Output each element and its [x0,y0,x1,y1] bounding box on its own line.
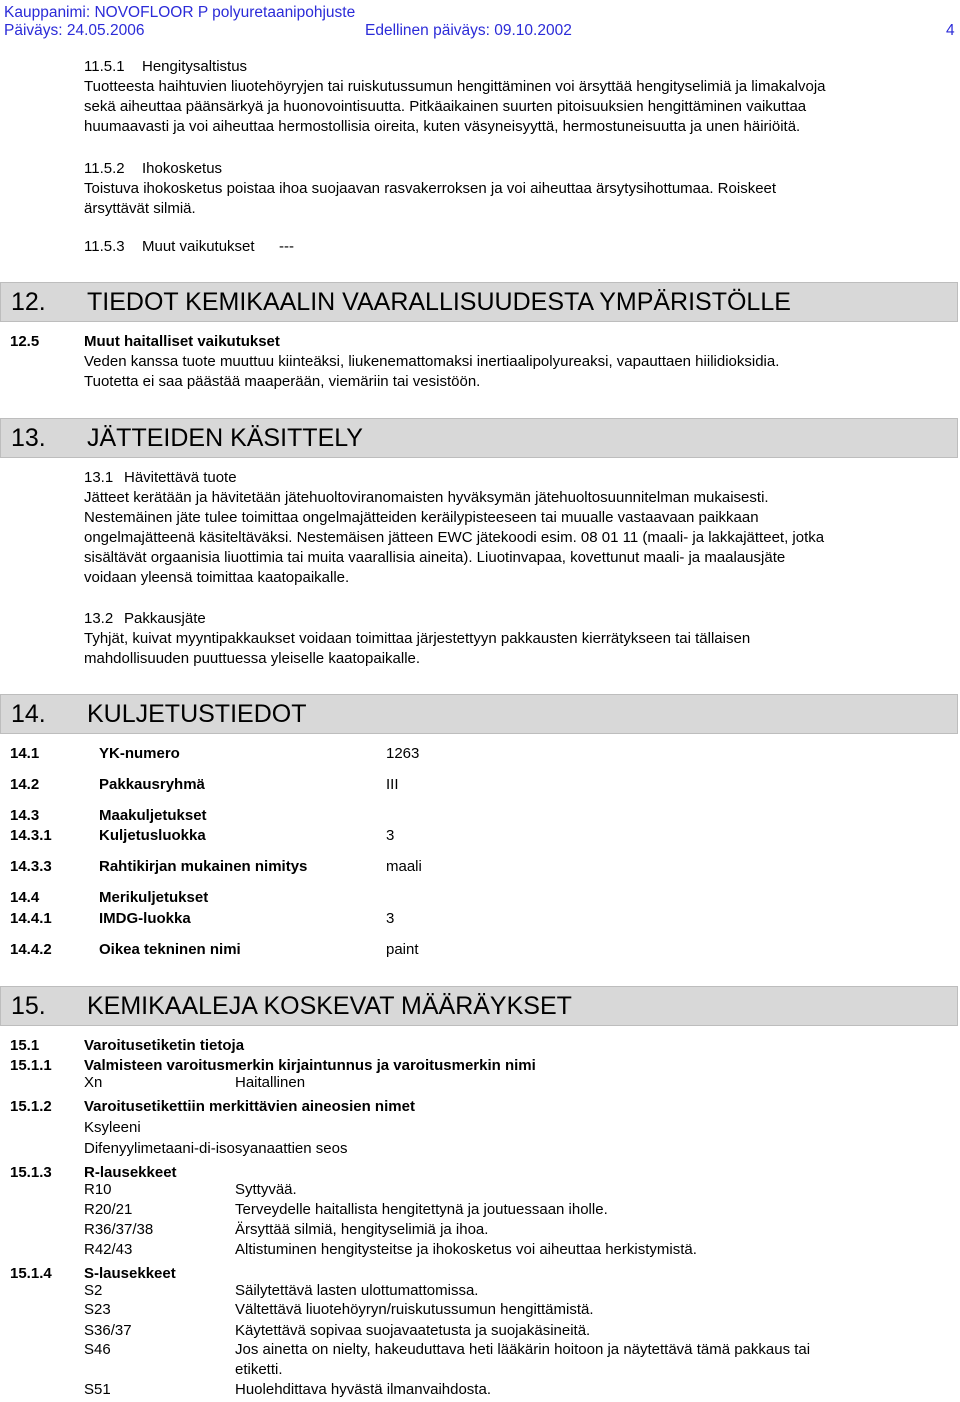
section-11-5-1-number: 11.5.1 [84,58,125,75]
hazard-symbol-name: Haitallinen [235,1074,306,1091]
text-line: mahdollisuuden puuttuessa yleiselle kaatopaikalle. [84,650,421,667]
s-phrase-code: S51 [84,1381,111,1398]
r-phrase-code: R20/21 [84,1201,133,1218]
text-line: Tyhjät, kuivat myyntipakkaukset voidaan toimittaa järjestettyyn pakkausten kierrätykseen tai tällaisen [84,630,751,647]
section-11-5-3-title: Muut vaikutukset [142,238,255,255]
text-line: Tuotetta ei saa päästää maaperään, viemäriin tai vesistöön. [84,373,481,390]
transport-row-label: Merikuljetukset [99,889,209,906]
text-line: Tuotteesta haihtuvien liuotehöyryjen tai ruiskutussumun hengittäminen voi ärsyttää hengityselimiä ja limakalvoja [84,78,826,95]
section-13-heading [0,418,958,458]
transport-row-number: 14.2 [10,776,40,793]
section-15-1-3-number: 15.1.3 [10,1164,52,1181]
section-title: KULJETUSTIEDOT [87,700,307,728]
section-15-1-3-title: R-lausekkeet [84,1164,177,1181]
section-title: KEMIKAALEJA KOSKEVAT MÄÄRÄYKSET [87,992,572,1020]
transport-row-label: YK-numero [99,745,180,762]
section-13-2-title: Pakkausjäte [124,610,206,627]
section-15-1-number: 15.1 [10,1037,40,1054]
section-13-1-title: Hävitettävä tuote [124,469,237,486]
transport-row-label: Rahtikirjan mukainen nimitys [99,858,308,875]
transport-row-number: 14.4.1 [10,910,52,927]
page-number: 4 [946,22,955,39]
transport-row-number: 14.1 [10,745,40,762]
transport-row-value: 3 [386,910,395,927]
transport-row-label: Maakuljetukset [99,807,207,824]
transport-row-label: IMDG-luokka [99,910,191,927]
section-12-5-text [84,352,779,392]
text-line: ärsyttävät silmiä. [84,200,196,217]
section-15-1-4-title: S-lausekkeet [84,1265,176,1282]
transport-row-number: 14.3.3 [10,858,52,875]
component-name: Ksyleeni [84,1119,141,1136]
section-15-1-1-number: 15.1.1 [10,1057,52,1074]
section-12-5-title: Muut haitalliset vaikutukset [84,333,280,350]
section-12-5-number: 12.5 [10,333,40,350]
section-number: 15. [11,992,46,1020]
r-phrase-code: R36/37/38 [84,1221,154,1238]
section-title: JÄTTEIDEN KÄSITTELY [87,424,363,452]
text-line: huumaavasti ja voi aiheuttaa hermostollisia oireita, kuten väsyneisyyttä, hermostuneisuutta ja unen häiriöitä. [84,118,801,135]
s-phrase-text: Säilytettävä lasten ulottumattomissa. [235,1282,479,1299]
section-11-5-2-number: 11.5.2 [84,160,125,177]
s-phrase-text: Käytettävä sopivaa suojavaatetusta ja suojakäsineitä. [235,1322,591,1339]
text-line: Veden kanssa tuote muuttuu kiinteäksi, liukenemattomaksi inertiaalipolyureaksi, vapauttaen hiilidioksidia. [84,353,780,370]
hazard-symbol-code: Xn [84,1074,103,1091]
section-title: TIEDOT KEMIKAALIN VAARALLISUUDESTA YMPÄRISTÖLLE [87,288,791,316]
transport-row-number: 14.4.2 [10,941,52,958]
s-phrase-code: S46 [84,1341,111,1358]
transport-row-label: Pakkausryhmä [99,776,205,793]
s-phrase-code: S23 [84,1301,111,1318]
transport-row-label: Oikea tekninen nimi [99,941,241,958]
r-phrase-text: Syttyvää. [235,1181,297,1198]
section-15-1-1-title: Valmisteen varoitusmerkin kirjaintunnus ja varoitusmerkin nimi [84,1057,536,1074]
r-phrase-text: Altistuminen hengitysteitse ja ihokosketus voi aiheuttaa herkistymistä. [235,1241,697,1258]
s-phrase-code: S2 [84,1282,103,1299]
s-phrase-text: Vältettävä liuotehöyryn/ruiskutussumun hengittämistä. [235,1301,594,1318]
s-phrase-text-continued: etiketti. [235,1361,283,1378]
revision-date: Päiväys: 24.05.2006 [4,22,145,39]
s-phrase-text: Jos ainetta on nielty, hakeuduttava heti lääkärin hoitoon ja näytettävä tämä pakkaus tai [235,1341,811,1358]
section-11-5-2-title: Ihokosketus [142,160,223,177]
section-13-1-text [84,488,824,588]
section-15-1-2-number: 15.1.2 [10,1098,52,1115]
text-line: Jätteet kerätään ja hävitetään jätehuoltoviranomaisten hyväksymän jätehuoltosuunnitelman mukaisesti. [84,489,769,506]
r-phrase-text: Ärsyttää silmiä, hengityselimiä ja ihoa. [235,1221,489,1238]
transport-row-value: 1263 [386,745,420,762]
transport-row-number: 14.3 [10,807,40,824]
transport-row-number: 14.4 [10,889,40,906]
r-phrase-code: R10 [84,1181,112,1198]
section-13-2-text [84,629,750,669]
section-15-1-4-number: 15.1.4 [10,1265,52,1282]
text-line: sekä aiheuttaa päänsärkyä ja huonovointisuutta. Pitkäaikainen suurten pitoisuuksien hengittäminen vaikuttaa [84,98,807,115]
r-phrase-code: R42/43 [84,1241,133,1258]
text-line: Nestemäinen jäte tulee toimittaa ongelmajätteiden keräilypisteeseen tai muualle vastaavaan paikkaan [84,509,759,526]
section-11-5-2-text [84,179,776,219]
section-11-5-1-text [84,77,826,137]
previous-date: Edellinen päiväys: 09.10.2002 [365,22,572,39]
text-line: voidaan yleensä toimittaa kaatopaikalle. [84,569,350,586]
transport-row-value: 3 [386,827,395,844]
section-15-heading [0,986,958,1026]
section-15-1-title: Varoitusetiketin tietoja [84,1037,245,1054]
section-14-heading [0,694,958,734]
section-number: 12. [11,288,46,316]
section-15-1-2-title: Varoitusetikettiin merkittävien aineosien nimet [84,1098,415,1115]
section-11-5-3-value: --- [279,238,294,255]
r-phrase-text: Terveydelle haitallista hengitettynä ja joutuessaan iholle. [235,1201,608,1218]
text-line: Toistuva ihokosketus poistaa ihoa suojaavan rasvakerroksen ja voi aiheuttaa ärsytysihottumaa. Roiskeet [84,180,777,197]
section-12-heading [0,282,958,322]
text-line: sisältävät orgaanisia liuottimia tai muita vaarallisia aineita). Liuotinvapaa, kovettunut maali- ja maalausjäte [84,549,786,566]
section-13-2-number: 13.2 [84,610,114,627]
s-phrase-code: S36/37 [84,1322,132,1339]
section-number: 13. [11,424,46,452]
text-line: ongelmajätteenä käsiteltäväksi. Nestemäisen jätteen EWC jätekoodi esim. 08 01 11 (maali- ja lakkajätteet, jotka [84,529,825,546]
transport-row-label: Kuljetusluokka [99,827,206,844]
transport-row-value: paint [386,941,419,958]
section-number: 14. [11,700,46,728]
transport-row-value: III [386,776,399,793]
transport-row-number: 14.3.1 [10,827,52,844]
section-11-5-3-number: 11.5.3 [84,238,125,255]
product-trade-name: Kauppanimi: NOVOFLOOR P polyuretaanipohjuste [4,4,356,21]
s-phrase-text: Huolehdittava hyvästä ilmanvaihdosta. [235,1381,491,1398]
section-11-5-1-title: Hengitysaltistus [142,58,248,75]
section-13-1-number: 13.1 [84,469,114,486]
component-name: Difenyylimetaani-di-isosyanaattien seos [84,1140,348,1157]
transport-row-value: maali [386,858,422,875]
